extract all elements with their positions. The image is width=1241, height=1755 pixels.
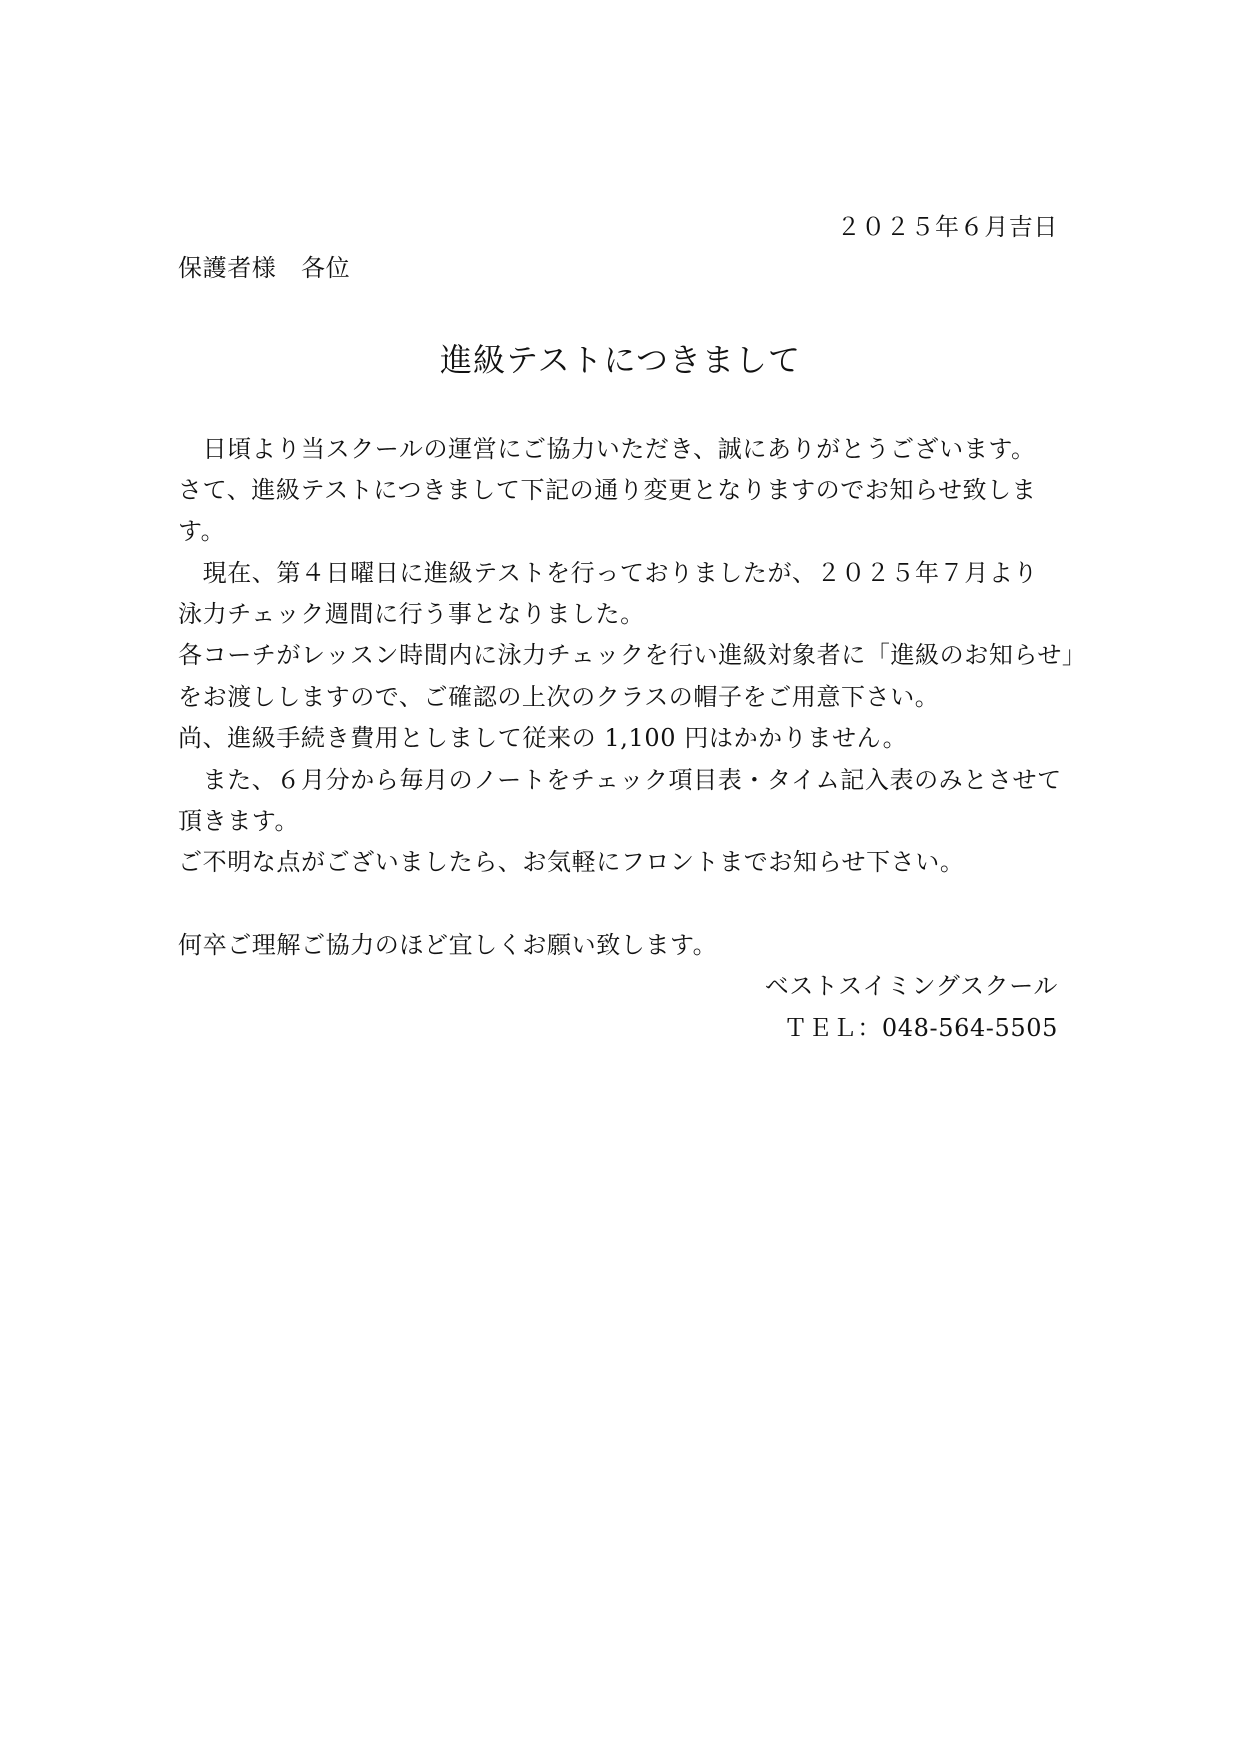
body-line-3: す。 <box>178 517 226 545</box>
sender-name: ベストスイミングスクール <box>764 972 1058 1000</box>
body-line-5: 泳力チェック週間に行う事となりました。 <box>178 600 645 628</box>
body-line-9: また、６月分から毎月のノートをチェック項目表・タイム記入表のみとさせて <box>178 766 1062 794</box>
body-line-6: 各コーチがレッスン時間内に泳力チェックを行い進級対象者に「進級のお知らせ」 <box>178 641 1087 669</box>
body-line-2: さて、進級テストにつきまして下記の通り変更となりますのでお知らせ致しま <box>178 476 1037 504</box>
body-line-4: 現在、第４日曜日に進級テストを行っておりましたが、２０２５年７月より <box>178 559 1039 587</box>
issue-date: ２０２５年６月吉日 <box>836 213 1058 241</box>
body-line-7: をお渡ししますので、ご確認の上次のクラスの帽子をご用意下さい。 <box>178 683 940 711</box>
body-line-1: 日頃より当スクールの運営にご協力いただき、誠にありがとうございます。 <box>178 435 1036 463</box>
document-title: 進級テストにつきまして <box>439 341 802 379</box>
recipient-line: 保護者様 各位 <box>178 254 351 282</box>
phone-number: ＴＥＬ：048-564-5505 <box>783 1014 1058 1042</box>
body-line-8: 尚、進級手続き費用としまして従来の 1,100 円はかかりません。 <box>178 724 908 752</box>
body-line-10: 頂きます。 <box>178 807 300 835</box>
closing-line: 何卒ご理解ご協力のほど宜しくお願い致します。 <box>178 931 718 959</box>
body-line-11: ご不明な点がございましたら、お気軽にフロントまでお知らせ下さい。 <box>178 848 965 876</box>
